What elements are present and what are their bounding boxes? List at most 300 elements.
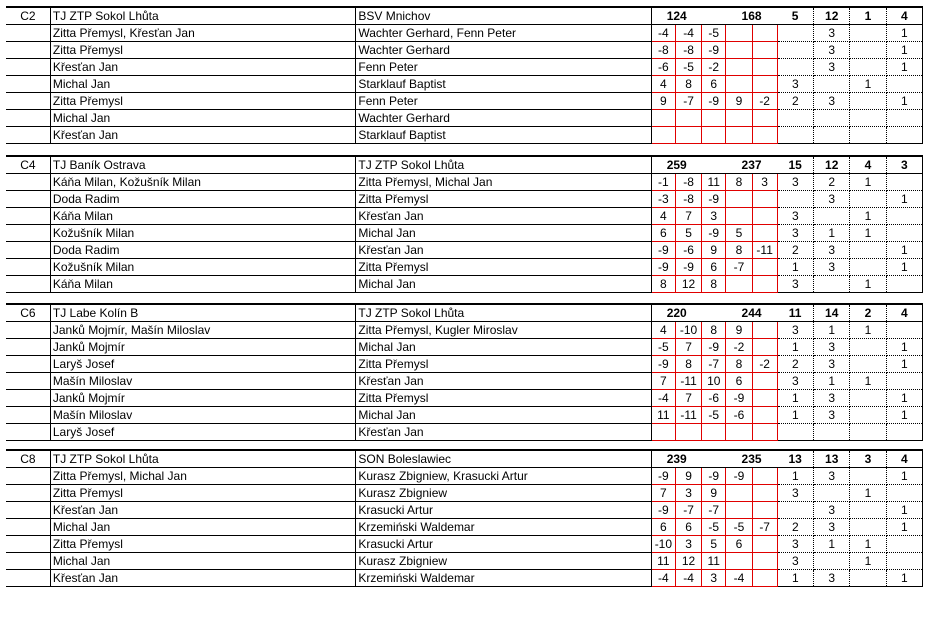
set-score-4: 8 — [726, 356, 752, 373]
row-spacer — [6, 356, 50, 373]
set-score-3: 8 — [702, 276, 726, 293]
result-3 — [850, 407, 886, 424]
away-player: Krzemiński Waldemar — [356, 519, 651, 536]
set-score-1: 4 — [651, 76, 675, 93]
set-score-4 — [726, 502, 752, 519]
match-table-c6 — [6, 303, 923, 441]
match-row — [6, 322, 923, 339]
set-score-2: -7 — [675, 93, 701, 110]
row-spacer — [6, 259, 50, 276]
set-score-1: -5 — [651, 339, 675, 356]
row-spacer — [6, 225, 50, 242]
set-score-3: 6 — [702, 76, 726, 93]
match-row — [6, 424, 923, 441]
result-2: 3 — [814, 390, 850, 407]
set-score-3: -7 — [702, 356, 726, 373]
set-score-1 — [651, 424, 675, 441]
result-3: 1 — [850, 373, 886, 390]
row-spacer — [6, 390, 50, 407]
result-3 — [850, 93, 886, 110]
match-row — [6, 390, 923, 407]
match-header-row — [6, 7, 923, 25]
set-score-3: 3 — [702, 208, 726, 225]
set-score-2: -5 — [675, 59, 701, 76]
result-4: 1 — [886, 42, 922, 59]
set-score-2: -11 — [675, 373, 701, 390]
result-2: 3 — [814, 93, 850, 110]
set-score-2 — [675, 110, 701, 127]
away-player: Krzemiński Waldemar — [356, 570, 651, 587]
home-player: Křesťan Jan — [50, 127, 356, 144]
row-spacer — [6, 127, 50, 144]
points-gap — [702, 304, 726, 322]
set-score-3: -9 — [702, 225, 726, 242]
home-points: 259 — [651, 156, 701, 174]
total-2: 13 — [814, 450, 850, 468]
row-spacer — [6, 424, 50, 441]
result-1 — [777, 424, 813, 441]
away-player: Fenn Peter — [356, 59, 651, 76]
set-score-4: 6 — [726, 373, 752, 390]
result-1 — [777, 127, 813, 144]
home-player: Zitta Přemysl — [50, 485, 356, 502]
home-player: Michal Jan — [50, 519, 356, 536]
match-row — [6, 76, 923, 93]
row-spacer — [6, 25, 50, 42]
set-score-5 — [752, 424, 777, 441]
result-3 — [850, 42, 886, 59]
total-2: 14 — [814, 304, 850, 322]
total-3: 3 — [850, 450, 886, 468]
set-score-5: -11 — [752, 242, 777, 259]
set-score-3 — [702, 110, 726, 127]
set-score-4: -9 — [726, 468, 752, 485]
total-4: 3 — [886, 156, 922, 174]
home-player: Káňa Milan — [50, 208, 356, 225]
match-row — [6, 570, 923, 587]
result-1: 1 — [777, 468, 813, 485]
set-score-2: 12 — [675, 553, 701, 570]
result-1: 2 — [777, 242, 813, 259]
result-3 — [850, 390, 886, 407]
match-row — [6, 553, 923, 570]
result-1: 3 — [777, 174, 813, 191]
result-2 — [814, 208, 850, 225]
result-2 — [814, 110, 850, 127]
set-score-3: -5 — [702, 25, 726, 42]
set-score-5 — [752, 485, 777, 502]
row-spacer — [6, 570, 50, 587]
set-score-5 — [752, 59, 777, 76]
row-spacer — [6, 110, 50, 127]
away-player: Zitta Přemysl — [356, 390, 651, 407]
result-4: 1 — [886, 519, 922, 536]
away-player: Starklauf Baptist — [356, 76, 651, 93]
match-row — [6, 356, 923, 373]
result-1: 3 — [777, 76, 813, 93]
set-score-2: -8 — [675, 191, 701, 208]
home-points: 239 — [651, 450, 701, 468]
set-score-2: -6 — [675, 242, 701, 259]
set-score-1: -10 — [651, 536, 675, 553]
match-header-row — [6, 156, 923, 174]
result-4: 1 — [886, 570, 922, 587]
result-2: 3 — [814, 242, 850, 259]
set-score-1: 11 — [651, 553, 675, 570]
result-4 — [886, 276, 922, 293]
set-score-5 — [752, 259, 777, 276]
result-4: 1 — [886, 356, 922, 373]
set-score-3: 10 — [702, 373, 726, 390]
set-score-4: 9 — [726, 93, 752, 110]
set-score-4 — [726, 76, 752, 93]
match-code: C8 — [6, 450, 50, 468]
total-3: 4 — [850, 156, 886, 174]
set-score-1: -4 — [651, 570, 675, 587]
match-row — [6, 259, 923, 276]
match-code: C4 — [6, 156, 50, 174]
result-2 — [814, 127, 850, 144]
away-team: BSV Mnichov — [356, 7, 651, 25]
set-score-5: -7 — [752, 519, 777, 536]
set-score-4: -2 — [726, 339, 752, 356]
result-4 — [886, 485, 922, 502]
set-score-1: 8 — [651, 276, 675, 293]
match-row — [6, 373, 923, 390]
set-score-5 — [752, 536, 777, 553]
set-score-1: 4 — [651, 208, 675, 225]
result-3: 1 — [850, 76, 886, 93]
match-header-row — [6, 450, 923, 468]
home-player: Mašín Miloslav — [50, 407, 356, 424]
total-4: 4 — [886, 450, 922, 468]
set-score-4: -5 — [726, 519, 752, 536]
set-score-3: -2 — [702, 59, 726, 76]
away-points: 235 — [726, 450, 777, 468]
result-4 — [886, 322, 922, 339]
away-player: Wachter Gerhard — [356, 42, 651, 59]
result-2: 3 — [814, 191, 850, 208]
result-1: 3 — [777, 373, 813, 390]
match-row — [6, 536, 923, 553]
set-score-1: -8 — [651, 42, 675, 59]
result-1: 1 — [777, 570, 813, 587]
set-score-3: -5 — [702, 519, 726, 536]
result-2: 3 — [814, 468, 850, 485]
set-score-5 — [752, 191, 777, 208]
result-2: 1 — [814, 536, 850, 553]
row-spacer — [6, 322, 50, 339]
set-score-4 — [726, 276, 752, 293]
away-points: 168 — [726, 7, 777, 25]
result-4 — [886, 424, 922, 441]
result-3 — [850, 339, 886, 356]
result-4: 1 — [886, 468, 922, 485]
points-gap — [702, 7, 726, 25]
set-score-2: -8 — [675, 174, 701, 191]
set-score-2: 7 — [675, 390, 701, 407]
result-4 — [886, 127, 922, 144]
total-1: 11 — [777, 304, 813, 322]
result-2: 3 — [814, 519, 850, 536]
away-player: Zitta Přemysl — [356, 259, 651, 276]
set-score-4 — [726, 424, 752, 441]
result-1 — [777, 110, 813, 127]
row-spacer — [6, 42, 50, 59]
result-1: 3 — [777, 276, 813, 293]
result-1: 3 — [777, 553, 813, 570]
match-row — [6, 225, 923, 242]
match-row — [6, 468, 923, 485]
home-team: TJ Baník Ostrava — [50, 156, 356, 174]
result-4 — [886, 225, 922, 242]
home-player: Laryš Josef — [50, 424, 356, 441]
set-score-3: -9 — [702, 42, 726, 59]
result-1 — [777, 59, 813, 76]
set-score-2: 5 — [675, 225, 701, 242]
home-player: Michal Jan — [50, 553, 356, 570]
result-4: 1 — [886, 259, 922, 276]
points-gap — [702, 450, 726, 468]
set-score-4: -4 — [726, 570, 752, 587]
set-score-2: -4 — [675, 25, 701, 42]
set-score-2: 3 — [675, 485, 701, 502]
result-4 — [886, 174, 922, 191]
match-table-c4 — [6, 155, 923, 293]
result-3 — [850, 424, 886, 441]
set-score-2: -8 — [675, 42, 701, 59]
total-1: 13 — [777, 450, 813, 468]
home-player: Káňa Milan — [50, 276, 356, 293]
away-player: Křesťan Jan — [356, 373, 651, 390]
set-score-2: 8 — [675, 76, 701, 93]
result-2: 3 — [814, 407, 850, 424]
set-score-5 — [752, 76, 777, 93]
result-2: 3 — [814, 25, 850, 42]
set-score-2 — [675, 127, 701, 144]
result-3 — [850, 259, 886, 276]
away-team: TJ ZTP Sokol Lhůta — [356, 156, 651, 174]
match-header-row — [6, 304, 923, 322]
away-team: TJ ZTP Sokol Lhůta — [356, 304, 651, 322]
row-spacer — [6, 174, 50, 191]
away-player: Křesťan Jan — [356, 424, 651, 441]
match-row — [6, 519, 923, 536]
result-1: 1 — [777, 390, 813, 407]
result-1: 2 — [777, 93, 813, 110]
set-score-1 — [651, 127, 675, 144]
set-score-2: 12 — [675, 276, 701, 293]
set-score-5 — [752, 373, 777, 390]
row-spacer — [6, 373, 50, 390]
total-1: 15 — [777, 156, 813, 174]
result-2: 3 — [814, 42, 850, 59]
set-score-4: 5 — [726, 225, 752, 242]
set-score-5: -2 — [752, 356, 777, 373]
set-score-5 — [752, 390, 777, 407]
result-4: 1 — [886, 242, 922, 259]
set-score-2: -7 — [675, 502, 701, 519]
set-score-4 — [726, 191, 752, 208]
home-player: Kožušník Milan — [50, 259, 356, 276]
set-score-2: -9 — [675, 259, 701, 276]
set-score-3: -5 — [702, 407, 726, 424]
away-player: Zitta Přemysl — [356, 356, 651, 373]
set-score-5 — [752, 276, 777, 293]
home-player: Křesťan Jan — [50, 59, 356, 76]
set-score-1: -9 — [651, 242, 675, 259]
result-1: 3 — [777, 536, 813, 553]
home-player: Kožušník Milan — [50, 225, 356, 242]
home-player: Zitta Přemysl — [50, 93, 356, 110]
set-score-4 — [726, 59, 752, 76]
away-points: 244 — [726, 304, 777, 322]
result-1: 3 — [777, 225, 813, 242]
match-table-c2 — [6, 6, 923, 144]
set-score-3: 11 — [702, 553, 726, 570]
result-2: 1 — [814, 373, 850, 390]
home-player: Michal Jan — [50, 76, 356, 93]
set-score-4: 8 — [726, 174, 752, 191]
away-player: Krasucki Artur — [356, 502, 651, 519]
set-score-1: -6 — [651, 59, 675, 76]
result-3 — [850, 59, 886, 76]
result-2 — [814, 485, 850, 502]
set-score-5 — [752, 110, 777, 127]
set-score-5 — [752, 42, 777, 59]
away-points: 237 — [726, 156, 777, 174]
total-2: 12 — [814, 156, 850, 174]
row-spacer — [6, 76, 50, 93]
match-table-c8 — [6, 449, 923, 587]
result-3 — [850, 468, 886, 485]
set-score-4: -7 — [726, 259, 752, 276]
set-score-2: -10 — [675, 322, 701, 339]
set-score-2: -4 — [675, 570, 701, 587]
set-score-2 — [675, 424, 701, 441]
away-player: Michal Jan — [356, 225, 651, 242]
set-score-3: -9 — [702, 191, 726, 208]
result-3: 1 — [850, 536, 886, 553]
home-player: Doda Radim — [50, 242, 356, 259]
result-1 — [777, 42, 813, 59]
set-score-5: 3 — [752, 174, 777, 191]
home-player: Doda Radim — [50, 191, 356, 208]
result-1: 2 — [777, 356, 813, 373]
set-score-1: 6 — [651, 225, 675, 242]
result-1 — [777, 191, 813, 208]
home-team: TJ ZTP Sokol Lhůta — [50, 7, 356, 25]
home-player: Zitta Přemysl, Křesťan Jan — [50, 25, 356, 42]
set-score-4 — [726, 208, 752, 225]
match-row — [6, 276, 923, 293]
home-player: Křesťan Jan — [50, 502, 356, 519]
match-row — [6, 42, 923, 59]
set-score-4 — [726, 127, 752, 144]
home-player: Janků Mojmír, Mašín Miloslav — [50, 322, 356, 339]
row-spacer — [6, 519, 50, 536]
set-score-3: -9 — [702, 93, 726, 110]
away-player: Zitta Přemysl, Michal Jan — [356, 174, 651, 191]
set-score-4: -6 — [726, 407, 752, 424]
set-score-5 — [752, 25, 777, 42]
set-score-4 — [726, 485, 752, 502]
result-2: 2 — [814, 174, 850, 191]
away-player: Křesťan Jan — [356, 242, 651, 259]
match-row — [6, 191, 923, 208]
set-score-5 — [752, 339, 777, 356]
result-4: 1 — [886, 502, 922, 519]
result-4: 1 — [886, 59, 922, 76]
result-2 — [814, 76, 850, 93]
set-score-1 — [651, 110, 675, 127]
result-1: 1 — [777, 407, 813, 424]
result-3: 1 — [850, 208, 886, 225]
set-score-5 — [752, 553, 777, 570]
row-spacer — [6, 208, 50, 225]
result-3 — [850, 242, 886, 259]
points-gap — [702, 156, 726, 174]
home-player: Mašín Miloslav — [50, 373, 356, 390]
row-spacer — [6, 407, 50, 424]
set-score-3 — [702, 127, 726, 144]
set-score-4: 9 — [726, 322, 752, 339]
result-4 — [886, 110, 922, 127]
match-row — [6, 127, 923, 144]
away-player: Krasucki Artur — [356, 536, 651, 553]
result-2: 1 — [814, 225, 850, 242]
set-score-1: 7 — [651, 373, 675, 390]
set-score-3: -9 — [702, 468, 726, 485]
match-row — [6, 502, 923, 519]
result-3: 1 — [850, 174, 886, 191]
result-3 — [850, 191, 886, 208]
set-score-1: -9 — [651, 468, 675, 485]
set-score-4 — [726, 42, 752, 59]
home-player: Janků Mojmír — [50, 390, 356, 407]
set-score-5 — [752, 407, 777, 424]
match-row — [6, 59, 923, 76]
set-score-4: -9 — [726, 390, 752, 407]
set-score-4: 8 — [726, 242, 752, 259]
set-score-2: 3 — [675, 536, 701, 553]
result-3 — [850, 127, 886, 144]
set-score-2: 8 — [675, 356, 701, 373]
set-score-5 — [752, 502, 777, 519]
result-1 — [777, 25, 813, 42]
result-4 — [886, 76, 922, 93]
total-1: 5 — [777, 7, 813, 25]
set-score-1: -9 — [651, 502, 675, 519]
row-spacer — [6, 485, 50, 502]
result-2: 3 — [814, 259, 850, 276]
home-player: Michal Jan — [50, 110, 356, 127]
result-4: 1 — [886, 339, 922, 356]
match-row — [6, 407, 923, 424]
set-score-1: -3 — [651, 191, 675, 208]
match-row — [6, 242, 923, 259]
set-score-2: 7 — [675, 208, 701, 225]
away-player: Zitta Přemysl, Kugler Miroslav — [356, 322, 651, 339]
result-4: 1 — [886, 390, 922, 407]
set-score-3: 5 — [702, 536, 726, 553]
home-team: TJ Labe Kolín B — [50, 304, 356, 322]
set-score-4 — [726, 553, 752, 570]
result-3 — [850, 519, 886, 536]
result-4 — [886, 208, 922, 225]
result-2: 3 — [814, 502, 850, 519]
set-score-2: -11 — [675, 407, 701, 424]
